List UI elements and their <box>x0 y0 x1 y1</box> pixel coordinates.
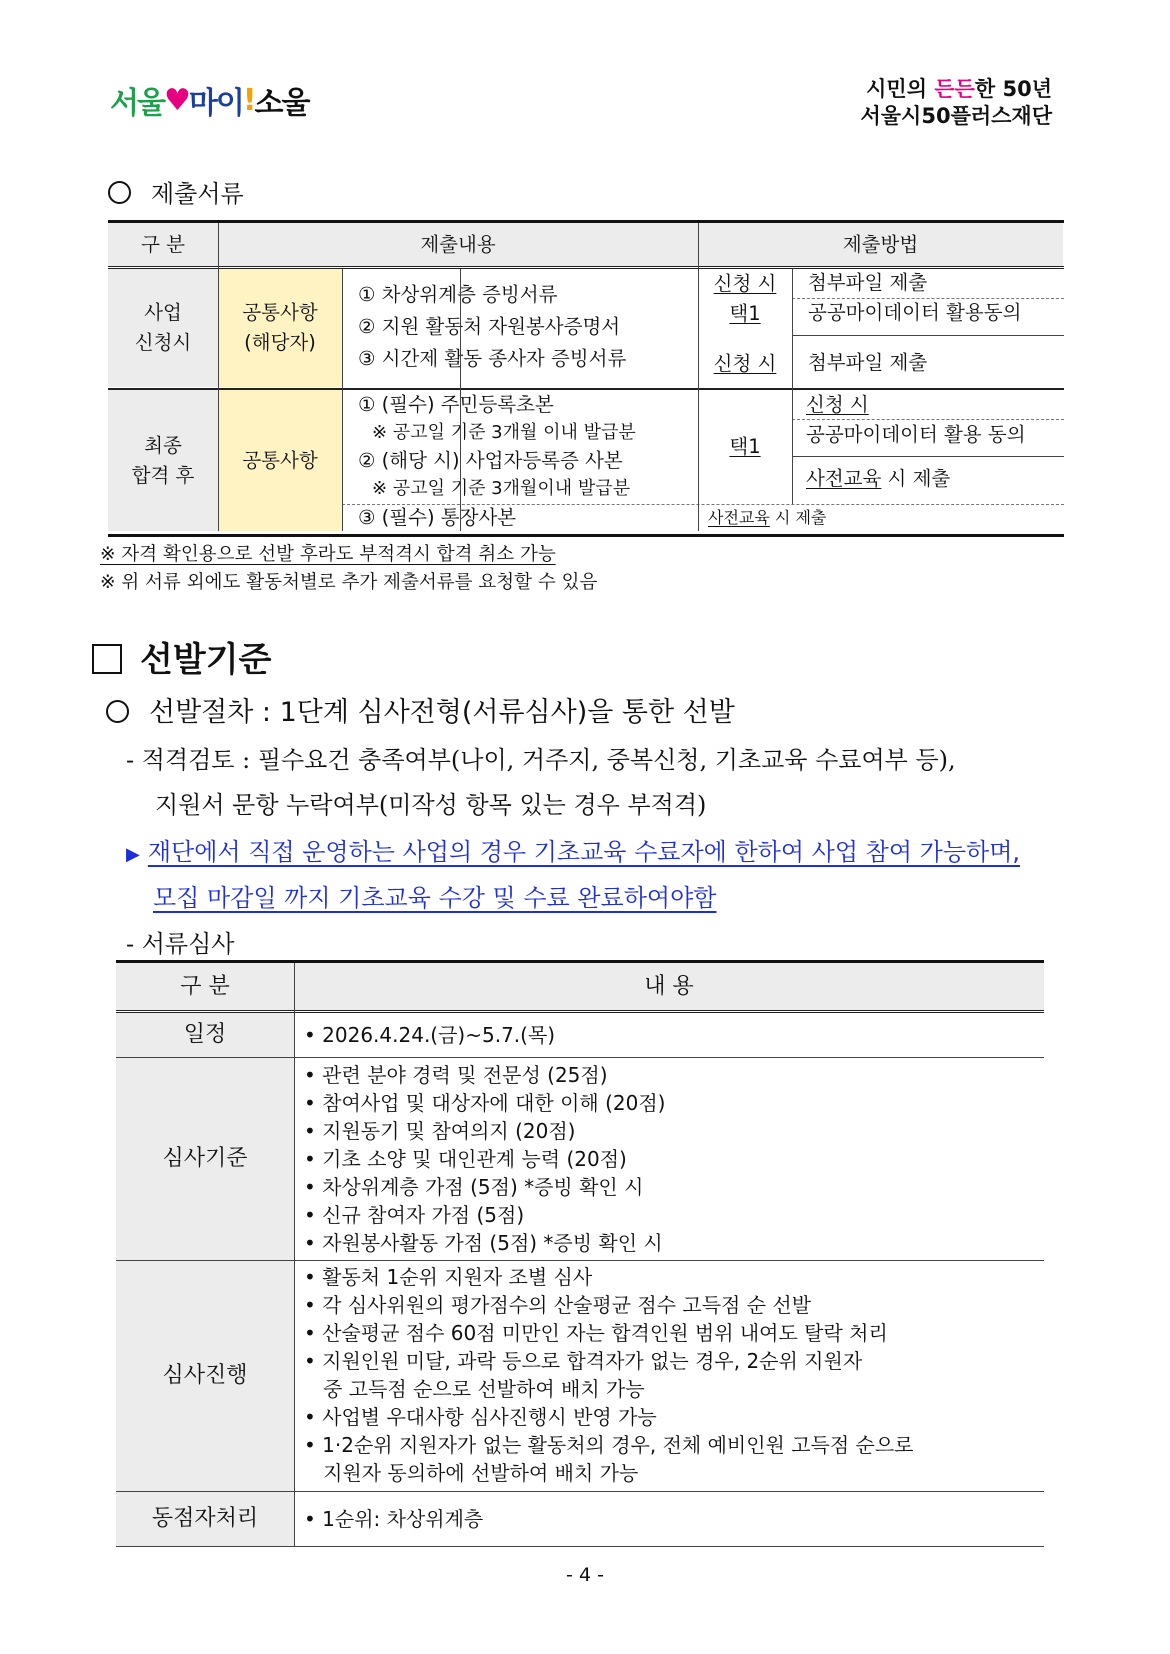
row1-items: ① 차상위계층 증빙서류 ② 지원 활동처 자원봉사증명서 ③ 시간제 활동 종사자 증빙서류 <box>358 283 627 370</box>
row-content-process: • 활동처 1순위 지원자 조별 심사 • 각 심사위원의 평가점수의 산술평균 점수 고득점 순 선발 • 산술평균 점수 60점 미만인 자는 합격인원 범위 내여도 탈락 처리 • 지원인원 미달, 과락 등으로 합격자가 없는 경우, 2순위 지원자 중 고득점 순으로 선발하여 배치 가능 • 사업별 우대사항 심사진행시 반영 가능 • 1·2순위 지원자가 없는 활동처의 경우, 전체 예비인원 고득점 순으로 지원자 동의하에 선발하여 배치 가능 <box>304 1265 914 1485</box>
row2-category: 최종 합격 후 <box>108 390 218 531</box>
row2-items: ① (필수) 주민등록초본 ※ 공고일 기준 3개월 이내 발급분 ② (해당 시) 사업자등록증 사본 ※ 공고일 기준 3개월이내 발급분 <box>358 393 636 499</box>
row2-bottom-edu: 사전교육 시 제출 <box>708 508 827 527</box>
row2-item-bankbook: ③ (필수) 통장사본 <box>358 506 517 529</box>
header-category: 구 분 <box>180 974 230 999</box>
note-line: ※ 자격 확인용으로 선발 후라도 부적격시 합격 취소 가능 <box>100 544 556 565</box>
row1-method-apply-2: 신청 시 <box>713 352 777 375</box>
row2-type: 공통사항 <box>218 390 342 531</box>
header-method: 제출방법 <box>842 233 919 256</box>
row-label-tie: 동점자처리 <box>116 1492 294 1546</box>
selection-procedure: 선발절차 : 1단계 심사전형(서류심사)을 통한 선발 <box>106 690 735 729</box>
row-label-criteria: 심사기준 <box>116 1058 294 1260</box>
header-content: 내 용 <box>644 974 694 999</box>
notice-line-2: 모집 마감일 까지 기초교육 수강 및 수료 완료하여야함 <box>153 884 717 912</box>
page-number: - 4 - <box>566 1564 604 1586</box>
row1-category: 사업 신청시 <box>108 269 218 387</box>
row2-method-choose: 택1 <box>729 435 761 458</box>
row2-detail-mydata: 공공마이데이터 활용 동의 <box>806 423 1026 446</box>
row1-detail-attach: 첨부파일 제출 <box>808 271 928 294</box>
row-content-tie: • 1순위: 차상위계층 <box>304 1507 484 1531</box>
foundation-logo-text: 시민의 든든한 50년 서울시50플러스재단 <box>860 77 1052 128</box>
row1-method-choose: 택1 <box>729 302 761 325</box>
note-line: ※ 위 서류 외에도 활동처별로 추가 제출서류를 요청할 수 있음 <box>100 572 598 593</box>
header-category: 구 분 <box>141 233 185 256</box>
submit-docs-table <box>108 220 1064 537</box>
submit-docs-title: 제출서류 <box>108 174 244 209</box>
row-label-schedule: 일정 <box>116 1013 294 1057</box>
row1-detail-attach-2: 첨부파일 제출 <box>808 351 928 374</box>
circle-bullet-icon <box>108 181 131 204</box>
row-content-schedule: • 2026.4.24.(금)~5.7.(목) <box>304 1023 556 1047</box>
review-table <box>116 960 1044 1547</box>
seoul-my-soul-logo: 서울 ♥ 마이 ! 소울 <box>110 82 309 121</box>
row2-detail-edu: 사전교육 시 제출 <box>806 467 951 490</box>
triangle-right-icon: ▶ <box>126 844 140 865</box>
row2-detail-apply: 신청 시 <box>806 393 869 416</box>
square-bullet-icon <box>92 644 122 674</box>
notice-line-1: ▶ 재단에서 직접 운영하는 사업의 경우 기초교육 수료자에 한하여 사업 참여 가능하며, <box>126 838 1021 866</box>
heart-icon: ♥ <box>163 82 189 118</box>
row1-method-apply: 신청 시 <box>713 272 777 295</box>
doc-review-label: - 서류심사 <box>126 930 235 958</box>
row-label-process: 심사진행 <box>116 1261 294 1491</box>
eligibility-line-1: - 적격검토 : 필수요건 충족여부(나이, 거주지, 중복신청, 기초교육 수료여부 등), <box>126 746 956 774</box>
row1-detail-mydata: 공공마이데이터 활용동의 <box>808 301 1022 324</box>
selection-title: 선발기준 <box>92 632 271 681</box>
row-content-criteria: • 관련 분야 경력 및 전문성 (25점) • 참여사업 및 대상자에 대한 이해 (20점) • 지원동기 및 참여의지 (20점) • 기초 소양 및 대인관계 능력 (20점) • 차상위계층 가점 (5점) *증빙 확인 시 • 신규 참여자 가점 (5점) • 자원봉사활동 가점 (5점) *증빙 확인 시 <box>304 1063 666 1255</box>
row1-type: 공통사항 (해당자) <box>218 269 342 387</box>
circle-bullet-icon <box>106 700 129 723</box>
eligibility-line-2: 지원서 문항 누락여부(미작성 항목 있는 경우 부적격) <box>155 791 707 819</box>
header-content: 제출내용 <box>420 233 496 256</box>
